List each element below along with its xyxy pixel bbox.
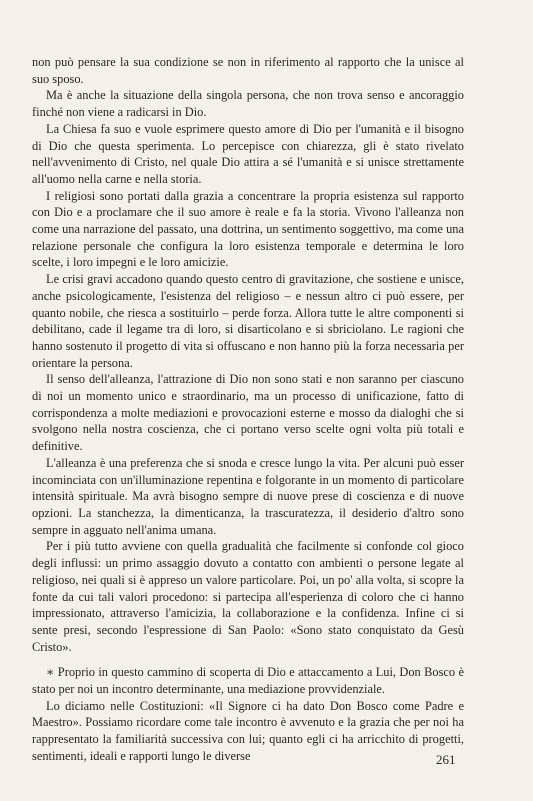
paragraph: non può pensare la sua condizione se non in riferimento al rapporto che la unisce al suo sposo. [32,55,464,86]
paragraph: ∗ Proprio in questo cammino di scoperta di Dio e attaccamento a Lui, Don Bosco è stato per noi un incontro determinante, una mediazione provvidenziale. [32,665,464,697]
paragraph: La Chiesa fa suo e vuole esprimere questo amore di Dio per l'umanità e il bisogno di Dio che questa sperimenta. Lo percepisce con chiarezza, gli è stato rivelato nell'avvenimento di Cristo, nel quale Dio attira a sé l'umanità e si unisce strettamente all'uomo nella carne e nella storia. [32,121,464,186]
paragraph: Ma è anche la situazione della singola persona, che non trova senso e ancoraggio finché non viene a radicarsi in Dio. [32,88,464,120]
body-text [32,54,464,765]
paragraph: I religiosi sono portati dalla grazia a concentrare la propria esistenza sul rapporto con Dio e a proclamare che il suo amore è reale e fa la storia. Vivono l'alleanza non come una narrazione del passato, una dottrina, un sentimento soggettivo, ma come una relazione personale che configura la loro esistenza temporale e determina le loro scelte, i loro impegni e le loro amicizie. [32,188,464,270]
page-number: 261 [436,752,456,767]
paragraph: Il senso dell'alleanza, l'attrazione di Dio non sono stati e non saranno per ciascuno di noi un momento unico e straordinario, ma un processo di unificazione, fatto di corrispondenza a molte mediazioni e provocazioni esterne e mosso da dialoghi che si svolgono nella nostra coscienza, che ci portano verso scelte ogni volta più totali e definitive. [32,372,464,454]
paragraph: Lo diciamo nelle Costituzioni: «Il Signore ci ha dato Don Bosco come Padre e Maestro». Possiamo ricordare come tale incontro è avvenuto e la grazia che per noi ha rappresentato la familiarità successiva con lui; quanto egli ci ha arricchito di progetti, sentimenti, ideali e rapporti lungo le diverse [32,698,464,763]
paragraph: L'alleanza è una preferenza che si snoda e cresce lungo la vita. Per alcuni può esser incominciata con un'illuminazione repentina e folgorante in un momento di particolare intensità spirituale. Ma avrà bisogno sempre di nuove prese di coscienza e di nuove opzioni. La stanchezza, la dimenticanza, la trascuratezza, il desiderio d'altro sono sempre in agguato nell'anima umana. [32,455,464,537]
paragraph: Le crisi gravi accadono quando questo centro di gravitazione, che sostiene e unisce, anche psicologicamente, l'esistenza del religioso – e nessun altro ci può essere, per quanto nobile, che riesca a sostituirlo – perde forza. Allora tutte le altre componenti si debilitano, cade il legame tra di loro, si disarticolano e si sbriciolano. Le ragioni che hanno sostenuto il progetto di vita si offuscano e non hanno più la forza necessaria per orientare la persona. [32,272,464,370]
paragraph: Per i più tutto avviene con quella gradualità che facilmente si confonde col gioco degli influssi: un primo assaggio dovuto a contatto con ambienti o persone legate al religioso, nei quali si è appreso un valore particolare. Poi, un po' alla volta, si scopre la fonte da cui tali valori procedono: si partecipa all'esperienza di coloro che ci hanno impressionato, attraverso l'amicizia, la collaborazione e la confidenza. Infine ci si sente presi, secondo l'espressione di San Paolo: «Sono stato conquistato da Gesù Cristo». [32,539,464,654]
